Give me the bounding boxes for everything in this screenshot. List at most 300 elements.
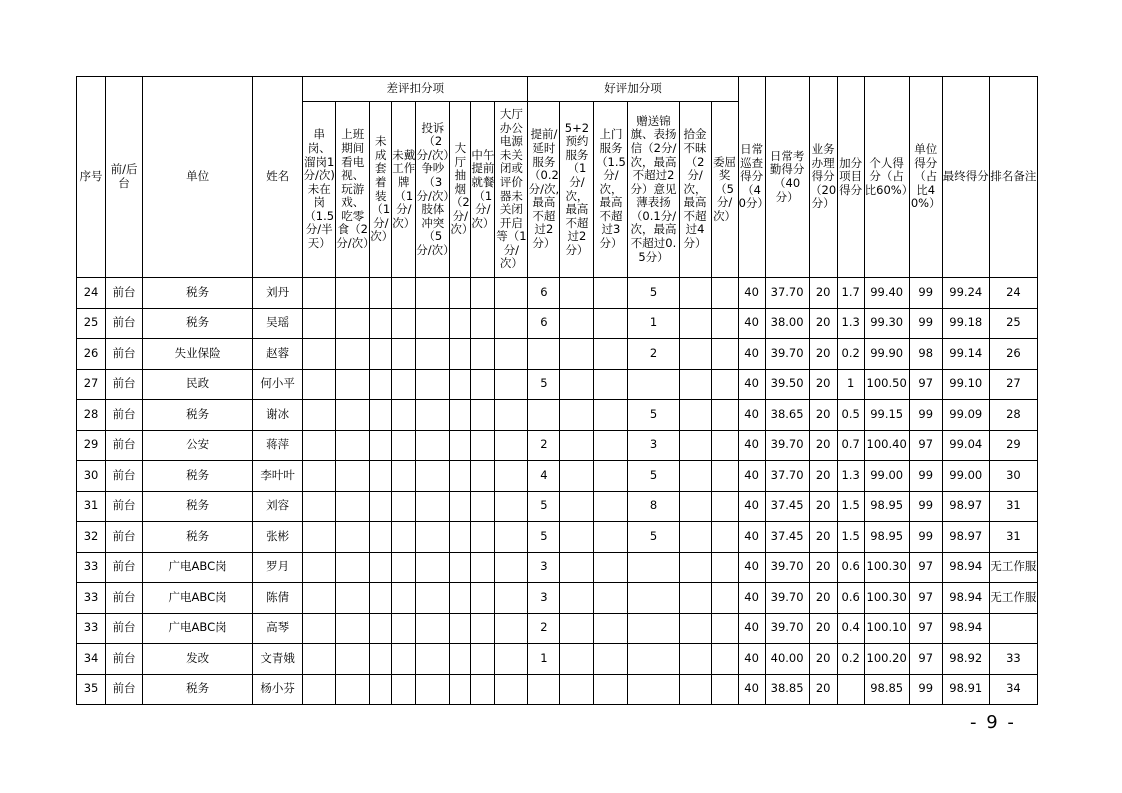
row-bonus: 1.5 bbox=[837, 522, 864, 553]
header-negative-group: 差评扣分项 bbox=[303, 77, 528, 102]
neg-cell bbox=[303, 491, 336, 522]
neg-cell bbox=[336, 552, 370, 583]
row-honesty bbox=[679, 491, 711, 522]
row-name: 谢冰 bbox=[253, 400, 303, 431]
row-grievance bbox=[711, 583, 738, 614]
row-bonus: 0.5 bbox=[837, 400, 864, 431]
row-bonus: 1 bbox=[837, 369, 864, 400]
row-extended-service bbox=[528, 674, 560, 705]
row-grievance bbox=[711, 308, 738, 339]
table-row bbox=[77, 583, 1038, 614]
row-unit-score: 99 bbox=[909, 278, 942, 309]
row-grievance bbox=[711, 613, 738, 644]
row-name: 文青娥 bbox=[253, 644, 303, 675]
neg-cell bbox=[471, 339, 495, 370]
row-name: 罗月 bbox=[253, 552, 303, 583]
neg-cell bbox=[495, 583, 528, 614]
neg-cell bbox=[471, 308, 495, 339]
row-home-service bbox=[594, 339, 628, 370]
row-business: 20 bbox=[809, 339, 837, 370]
row-business: 20 bbox=[809, 644, 837, 675]
page-number: - 9 - bbox=[970, 712, 1016, 733]
row-personal: 100.40 bbox=[864, 430, 909, 461]
neg-cell bbox=[336, 583, 370, 614]
row-front-back: 前台 bbox=[106, 369, 143, 400]
neg-cell bbox=[471, 400, 495, 431]
table-row bbox=[77, 644, 1038, 675]
neg-cell bbox=[370, 522, 392, 553]
row-unit: 广电ABC岗 bbox=[143, 583, 253, 614]
row-praise bbox=[628, 644, 679, 675]
neg-cell bbox=[495, 491, 528, 522]
row-name: 杨小芬 bbox=[253, 674, 303, 705]
row-unit-score: 99 bbox=[909, 461, 942, 492]
header-pos-item: 5+2预约服务（1分/次，最高不超过2分） bbox=[560, 102, 594, 278]
row-home-service bbox=[594, 522, 628, 553]
row-attendance: 39.70 bbox=[765, 552, 809, 583]
neg-cell bbox=[471, 583, 495, 614]
row-unit-score: 97 bbox=[909, 552, 942, 583]
row-honesty bbox=[679, 278, 711, 309]
row-home-service bbox=[594, 491, 628, 522]
header-pos-item: 上门服务（1.5分/次，最高不超过3分） bbox=[594, 102, 628, 278]
row-honesty bbox=[679, 674, 711, 705]
row-praise bbox=[628, 613, 679, 644]
row-personal: 98.95 bbox=[864, 522, 909, 553]
neg-cell bbox=[303, 522, 336, 553]
neg-cell bbox=[336, 613, 370, 644]
neg-cell bbox=[471, 491, 495, 522]
row-unit-score: 98 bbox=[909, 339, 942, 370]
neg-cell bbox=[495, 461, 528, 492]
neg-cell bbox=[450, 461, 471, 492]
neg-cell bbox=[303, 552, 336, 583]
row-rank bbox=[989, 613, 1037, 644]
row-patrol: 40 bbox=[738, 400, 765, 431]
row-patrol: 40 bbox=[738, 613, 765, 644]
neg-cell bbox=[450, 278, 471, 309]
neg-cell bbox=[416, 308, 450, 339]
neg-cell bbox=[450, 674, 471, 705]
row-rank: 28 bbox=[989, 400, 1037, 431]
row-extended-service: 1 bbox=[528, 644, 560, 675]
row-personal: 99.30 bbox=[864, 308, 909, 339]
row-name: 何小平 bbox=[253, 369, 303, 400]
header-neg-item: 未戴工作牌（1分/次） bbox=[392, 102, 416, 278]
row-honesty bbox=[679, 583, 711, 614]
header-personal: 个人得分（占比60%） bbox=[864, 77, 909, 278]
row-attendance: 37.45 bbox=[765, 522, 809, 553]
row-patrol: 40 bbox=[738, 674, 765, 705]
header-name: 姓名 bbox=[253, 77, 303, 278]
row-personal: 99.00 bbox=[864, 461, 909, 492]
row-rank: 27 bbox=[989, 369, 1037, 400]
row-bonus: 0.2 bbox=[837, 339, 864, 370]
row-front-back: 前台 bbox=[106, 308, 143, 339]
row-praise bbox=[628, 552, 679, 583]
row-unit-score: 99 bbox=[909, 308, 942, 339]
row-unit-score: 99 bbox=[909, 400, 942, 431]
row-front-back: 前台 bbox=[106, 552, 143, 583]
header-neg-item: 串岗、溜岗1分/次)未在岗（1.5分/半天） bbox=[303, 102, 336, 278]
row-appointment-service bbox=[560, 674, 594, 705]
row-unit: 广电ABC岗 bbox=[143, 613, 253, 644]
row-home-service bbox=[594, 400, 628, 431]
neg-cell bbox=[303, 369, 336, 400]
row-home-service bbox=[594, 461, 628, 492]
neg-cell bbox=[392, 491, 416, 522]
neg-cell bbox=[416, 369, 450, 400]
table-row bbox=[77, 552, 1038, 583]
row-seq: 28 bbox=[77, 400, 106, 431]
row-name: 张彬 bbox=[253, 522, 303, 553]
neg-cell bbox=[416, 644, 450, 675]
row-unit: 税务 bbox=[143, 308, 253, 339]
neg-cell bbox=[392, 613, 416, 644]
neg-cell bbox=[416, 613, 450, 644]
row-seq: 33 bbox=[77, 552, 106, 583]
neg-cell bbox=[392, 400, 416, 431]
neg-cell bbox=[370, 278, 392, 309]
header-neg-item: 投诉（2分/次）争吵（3分/次）肢体冲突（5分/次） bbox=[416, 102, 450, 278]
row-extended-service: 3 bbox=[528, 552, 560, 583]
row-home-service bbox=[594, 278, 628, 309]
row-final: 98.91 bbox=[942, 674, 989, 705]
header-positive-group: 好评加分项 bbox=[528, 77, 738, 102]
neg-cell bbox=[471, 613, 495, 644]
row-home-service bbox=[594, 644, 628, 675]
row-attendance: 38.85 bbox=[765, 674, 809, 705]
neg-cell bbox=[303, 339, 336, 370]
row-unit-score: 97 bbox=[909, 583, 942, 614]
row-final: 99.10 bbox=[942, 369, 989, 400]
row-attendance: 39.70 bbox=[765, 613, 809, 644]
row-appointment-service bbox=[560, 461, 594, 492]
row-front-back: 前台 bbox=[106, 644, 143, 675]
row-personal: 100.20 bbox=[864, 644, 909, 675]
row-extended-service: 6 bbox=[528, 308, 560, 339]
row-final: 99.04 bbox=[942, 430, 989, 461]
row-extended-service: 2 bbox=[528, 613, 560, 644]
neg-cell bbox=[450, 339, 471, 370]
row-unit: 税务 bbox=[143, 461, 253, 492]
row-appointment-service bbox=[560, 491, 594, 522]
row-attendance: 39.70 bbox=[765, 430, 809, 461]
row-seq: 33 bbox=[77, 613, 106, 644]
neg-cell bbox=[450, 400, 471, 431]
row-unit-score: 97 bbox=[909, 613, 942, 644]
neg-cell bbox=[370, 644, 392, 675]
row-honesty bbox=[679, 308, 711, 339]
row-extended-service: 5 bbox=[528, 369, 560, 400]
row-rank: 31 bbox=[989, 522, 1037, 553]
row-grievance bbox=[711, 644, 738, 675]
row-personal: 100.10 bbox=[864, 613, 909, 644]
table-row bbox=[77, 369, 1038, 400]
neg-cell bbox=[450, 583, 471, 614]
row-front-back: 前台 bbox=[106, 491, 143, 522]
score-table bbox=[76, 76, 1038, 705]
neg-cell bbox=[416, 461, 450, 492]
neg-cell bbox=[336, 491, 370, 522]
neg-cell bbox=[303, 613, 336, 644]
table-row bbox=[77, 430, 1038, 461]
neg-cell bbox=[336, 522, 370, 553]
row-home-service bbox=[594, 369, 628, 400]
neg-cell bbox=[450, 522, 471, 553]
row-name: 赵蓉 bbox=[253, 339, 303, 370]
row-praise: 2 bbox=[628, 339, 679, 370]
row-grievance bbox=[711, 430, 738, 461]
neg-cell bbox=[392, 583, 416, 614]
neg-cell bbox=[370, 308, 392, 339]
header-attendance: 日常考勤得分（40分） bbox=[765, 77, 809, 278]
neg-cell bbox=[416, 430, 450, 461]
row-attendance: 37.45 bbox=[765, 491, 809, 522]
row-seq: 32 bbox=[77, 522, 106, 553]
row-honesty bbox=[679, 400, 711, 431]
row-unit: 公安 bbox=[143, 430, 253, 461]
neg-cell bbox=[392, 369, 416, 400]
neg-cell bbox=[392, 430, 416, 461]
row-rank: 34 bbox=[989, 674, 1037, 705]
neg-cell bbox=[416, 552, 450, 583]
header-neg-item: 中午提前就餐（1分/次） bbox=[471, 102, 495, 278]
row-rank: 33 bbox=[989, 644, 1037, 675]
row-patrol: 40 bbox=[738, 339, 765, 370]
neg-cell bbox=[303, 644, 336, 675]
row-patrol: 40 bbox=[738, 644, 765, 675]
row-praise: 8 bbox=[628, 491, 679, 522]
header-unit-score: 单位得分（占比40%） bbox=[909, 77, 942, 278]
neg-cell bbox=[336, 308, 370, 339]
neg-cell bbox=[303, 400, 336, 431]
row-bonus: 0.7 bbox=[837, 430, 864, 461]
neg-cell bbox=[392, 461, 416, 492]
row-bonus bbox=[837, 674, 864, 705]
row-grievance bbox=[711, 674, 738, 705]
row-bonus: 1.7 bbox=[837, 278, 864, 309]
table-row bbox=[77, 674, 1038, 705]
row-appointment-service bbox=[560, 400, 594, 431]
row-unit: 税务 bbox=[143, 400, 253, 431]
neg-cell bbox=[471, 430, 495, 461]
row-front-back: 前台 bbox=[106, 339, 143, 370]
neg-cell bbox=[370, 339, 392, 370]
row-name: 刘容 bbox=[253, 491, 303, 522]
row-unit: 税务 bbox=[143, 522, 253, 553]
neg-cell bbox=[370, 400, 392, 431]
neg-cell bbox=[392, 278, 416, 309]
row-name: 蒋萍 bbox=[253, 430, 303, 461]
header-seq: 序号 bbox=[77, 77, 106, 278]
row-rank: 29 bbox=[989, 430, 1037, 461]
row-seq: 35 bbox=[77, 674, 106, 705]
neg-cell bbox=[416, 339, 450, 370]
neg-cell bbox=[416, 278, 450, 309]
row-seq: 24 bbox=[77, 278, 106, 309]
neg-cell bbox=[495, 613, 528, 644]
row-unit: 税务 bbox=[143, 278, 253, 309]
header-neg-item: 大厅办公电源未关闭或评价器未关闭开启等（1分/次） bbox=[495, 102, 528, 278]
row-unit-score: 99 bbox=[909, 522, 942, 553]
neg-cell bbox=[495, 400, 528, 431]
row-patrol: 40 bbox=[738, 552, 765, 583]
neg-cell bbox=[392, 644, 416, 675]
row-business: 20 bbox=[809, 491, 837, 522]
row-appointment-service bbox=[560, 583, 594, 614]
table-row bbox=[77, 278, 1038, 309]
row-rank: 31 bbox=[989, 491, 1037, 522]
row-honesty bbox=[679, 339, 711, 370]
neg-cell bbox=[336, 430, 370, 461]
row-front-back: 前台 bbox=[106, 400, 143, 431]
row-extended-service: 5 bbox=[528, 491, 560, 522]
row-grievance bbox=[711, 552, 738, 583]
row-home-service bbox=[594, 552, 628, 583]
row-final: 99.09 bbox=[942, 400, 989, 431]
row-bonus: 1.5 bbox=[837, 491, 864, 522]
row-unit: 广电ABC岗 bbox=[143, 552, 253, 583]
row-attendance: 39.70 bbox=[765, 583, 809, 614]
header-bonus: 加分项目得分 bbox=[837, 77, 864, 278]
row-seq: 26 bbox=[77, 339, 106, 370]
row-unit: 税务 bbox=[143, 491, 253, 522]
row-final: 98.94 bbox=[942, 613, 989, 644]
row-praise: 5 bbox=[628, 278, 679, 309]
neg-cell bbox=[495, 522, 528, 553]
neg-cell bbox=[495, 308, 528, 339]
row-name: 高琴 bbox=[253, 613, 303, 644]
row-patrol: 40 bbox=[738, 369, 765, 400]
row-final: 99.14 bbox=[942, 339, 989, 370]
row-front-back: 前台 bbox=[106, 583, 143, 614]
neg-cell bbox=[303, 461, 336, 492]
row-business: 20 bbox=[809, 583, 837, 614]
row-final: 98.97 bbox=[942, 522, 989, 553]
neg-cell bbox=[392, 308, 416, 339]
row-appointment-service bbox=[560, 308, 594, 339]
neg-cell bbox=[450, 613, 471, 644]
row-honesty bbox=[679, 522, 711, 553]
neg-cell bbox=[450, 552, 471, 583]
row-final: 98.94 bbox=[942, 552, 989, 583]
row-business: 20 bbox=[809, 369, 837, 400]
row-rank: 24 bbox=[989, 278, 1037, 309]
header-pos-item: 赠送锦旗、表扬信（2分/次，最高不超过2分）意见薄表扬（0.1分/次，最高不超过0.5分） bbox=[628, 102, 679, 278]
row-unit: 失业保险 bbox=[143, 339, 253, 370]
header-unit: 单位 bbox=[143, 77, 253, 278]
row-praise: 3 bbox=[628, 430, 679, 461]
row-attendance: 37.70 bbox=[765, 278, 809, 309]
neg-cell bbox=[336, 278, 370, 309]
row-business: 20 bbox=[809, 552, 837, 583]
row-front-back: 前台 bbox=[106, 430, 143, 461]
row-grievance bbox=[711, 491, 738, 522]
row-praise bbox=[628, 583, 679, 614]
header-neg-item: 大厅抽烟（2分/次） bbox=[450, 102, 471, 278]
row-name: 陈倩 bbox=[253, 583, 303, 614]
row-final: 99.24 bbox=[942, 278, 989, 309]
row-extended-service: 4 bbox=[528, 461, 560, 492]
row-grievance bbox=[711, 278, 738, 309]
row-front-back: 前台 bbox=[106, 613, 143, 644]
neg-cell bbox=[495, 278, 528, 309]
table-row bbox=[77, 491, 1038, 522]
neg-cell bbox=[370, 369, 392, 400]
row-attendance: 39.50 bbox=[765, 369, 809, 400]
row-final: 99.00 bbox=[942, 461, 989, 492]
row-praise bbox=[628, 674, 679, 705]
header-business: 业务办理得分（20分） bbox=[809, 77, 837, 278]
neg-cell bbox=[495, 644, 528, 675]
neg-cell bbox=[416, 522, 450, 553]
row-home-service bbox=[594, 583, 628, 614]
row-bonus: 0.2 bbox=[837, 644, 864, 675]
row-patrol: 40 bbox=[738, 522, 765, 553]
row-appointment-service bbox=[560, 613, 594, 644]
neg-cell bbox=[336, 400, 370, 431]
row-bonus: 1.3 bbox=[837, 308, 864, 339]
row-appointment-service bbox=[560, 369, 594, 400]
header-pos-item: 委屈奖（5分/次） bbox=[711, 102, 738, 278]
row-final: 98.97 bbox=[942, 491, 989, 522]
row-honesty bbox=[679, 461, 711, 492]
neg-cell bbox=[416, 583, 450, 614]
header-neg-item: 上班期间看电视、玩游戏、吃零食（2分/次） bbox=[336, 102, 370, 278]
neg-cell bbox=[495, 339, 528, 370]
table-row bbox=[77, 613, 1038, 644]
row-front-back: 前台 bbox=[106, 674, 143, 705]
table-row bbox=[77, 308, 1038, 339]
row-appointment-service bbox=[560, 430, 594, 461]
row-front-back: 前台 bbox=[106, 278, 143, 309]
neg-cell bbox=[392, 552, 416, 583]
row-personal: 100.30 bbox=[864, 552, 909, 583]
row-home-service bbox=[594, 613, 628, 644]
row-front-back: 前台 bbox=[106, 461, 143, 492]
row-praise: 1 bbox=[628, 308, 679, 339]
neg-cell bbox=[370, 674, 392, 705]
row-extended-service: 3 bbox=[528, 583, 560, 614]
row-business: 20 bbox=[809, 400, 837, 431]
row-bonus: 0.6 bbox=[837, 583, 864, 614]
neg-cell bbox=[416, 400, 450, 431]
row-extended-service bbox=[528, 339, 560, 370]
neg-cell bbox=[303, 430, 336, 461]
row-patrol: 40 bbox=[738, 583, 765, 614]
row-name: 李叶叶 bbox=[253, 461, 303, 492]
row-final: 98.94 bbox=[942, 583, 989, 614]
row-rank: 26 bbox=[989, 339, 1037, 370]
row-patrol: 40 bbox=[738, 461, 765, 492]
row-attendance: 39.70 bbox=[765, 339, 809, 370]
neg-cell bbox=[471, 278, 495, 309]
row-rank: 30 bbox=[989, 461, 1037, 492]
header-pos-item: 拾金不昧（2分/次，最高不超过4分） bbox=[679, 102, 711, 278]
row-unit-score: 99 bbox=[909, 491, 942, 522]
table-row bbox=[77, 339, 1038, 370]
neg-cell bbox=[370, 583, 392, 614]
row-rank: 无工作服 bbox=[989, 552, 1037, 583]
neg-cell bbox=[370, 461, 392, 492]
row-seq: 30 bbox=[77, 461, 106, 492]
row-honesty bbox=[679, 613, 711, 644]
row-extended-service: 6 bbox=[528, 278, 560, 309]
row-appointment-service bbox=[560, 644, 594, 675]
row-final: 98.92 bbox=[942, 644, 989, 675]
table-row bbox=[77, 400, 1038, 431]
